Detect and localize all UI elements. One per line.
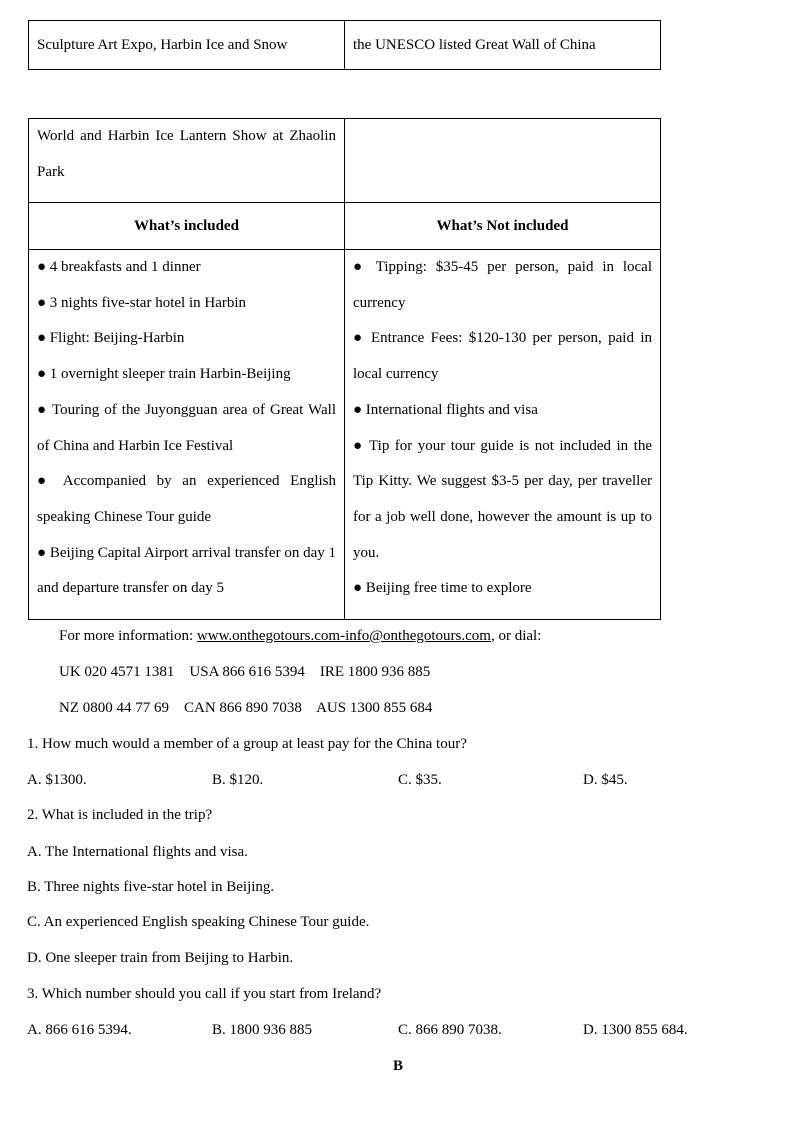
question-2: 2. What is included in the trip? bbox=[27, 807, 213, 823]
tour-table bbox=[28, 118, 661, 620]
option: C. 866 890 7038. bbox=[398, 1022, 502, 1038]
table-cell: the UNESCO listed Great Wall of China bbox=[345, 21, 661, 70]
option: D. One sleeper train from Beijing to Harbin. bbox=[27, 950, 294, 966]
question-3: 3. Which number should you call if you start from Ireland? bbox=[27, 986, 382, 1002]
table-cell: World and Harbin Ice Lantern Show at Zhaolin Park bbox=[29, 119, 345, 203]
list-item: ● Tip for your tour guide is not included in the Tip Kitty. We suggest $3-5 per day, per traveller for a job well done, however the amount is up to you. bbox=[353, 437, 652, 561]
included-list bbox=[29, 250, 345, 620]
contact-prefix: For more information: bbox=[59, 628, 197, 644]
option: C. $35. bbox=[398, 772, 442, 788]
option: C. An experienced English speaking Chinese Tour guide. bbox=[27, 914, 370, 930]
option: D. $45. bbox=[583, 772, 628, 788]
contact-info bbox=[59, 628, 541, 645]
list-item: ● Tipping: $35-45 per person, paid in local currency bbox=[353, 259, 652, 311]
option: A. The International flights and visa. bbox=[27, 844, 248, 860]
list-item: ● Touring of the Juyongguan area of Great Wall of China and Harbin Ice Festival bbox=[37, 401, 336, 454]
table-cell: Sculpture Art Expo, Harbin Ice and Snow bbox=[29, 21, 345, 70]
option: A. 866 616 5394. bbox=[27, 1022, 132, 1038]
list-item: ● Beijing Capital Airport arrival transfer on day 1 and departure transfer on day 5 bbox=[37, 544, 336, 597]
list-item: ● Flight: Beijing-Harbin bbox=[37, 330, 185, 347]
option: A. $1300. bbox=[27, 772, 87, 788]
phone-line-2: NZ 0800 44 77 69 CAN 866 890 7038 AUS 1300 855 684 bbox=[59, 700, 433, 716]
contact-link[interactable]: www.onthegotours.com-info@onthegotours.com bbox=[196, 628, 491, 644]
list-item: ● Accompanied by an experienced English speaking Chinese Tour guide bbox=[37, 473, 336, 525]
list-item: ● Beijing free time to explore bbox=[353, 580, 532, 597]
option: B. 1800 936 885 bbox=[212, 1022, 313, 1038]
phone-line-1: UK 020 4571 1381 USA 866 616 5394 IRE 1800 936 885 bbox=[59, 664, 431, 680]
list-item: ● 4 breakfasts and 1 dinner bbox=[37, 259, 201, 275]
list-item: ● Entrance Fees: $120-130 per person, paid in local currency bbox=[353, 330, 652, 383]
list-item: ● 3 nights five-star hotel in Harbin bbox=[37, 294, 247, 311]
question-1: 1. How much would a member of a group at least pay for the China tour? bbox=[27, 736, 467, 752]
not-included-header: What’s Not included bbox=[345, 203, 661, 250]
table-cell bbox=[345, 119, 661, 203]
section-label: B bbox=[393, 1058, 404, 1074]
option: B. Three nights five-star hotel in Beijing. bbox=[27, 879, 275, 895]
list-item: ● International flights and visa bbox=[353, 401, 538, 418]
included-header: What’s included bbox=[29, 203, 345, 250]
not-included-list bbox=[345, 250, 661, 620]
option: B. $120. bbox=[212, 772, 264, 788]
contact-suffix: , or dial: bbox=[490, 628, 542, 644]
option: D. 1300 855 684. bbox=[583, 1022, 688, 1038]
top-table bbox=[28, 20, 661, 70]
list-item: ● 1 overnight sleeper train Harbin-Beijing bbox=[37, 366, 291, 383]
